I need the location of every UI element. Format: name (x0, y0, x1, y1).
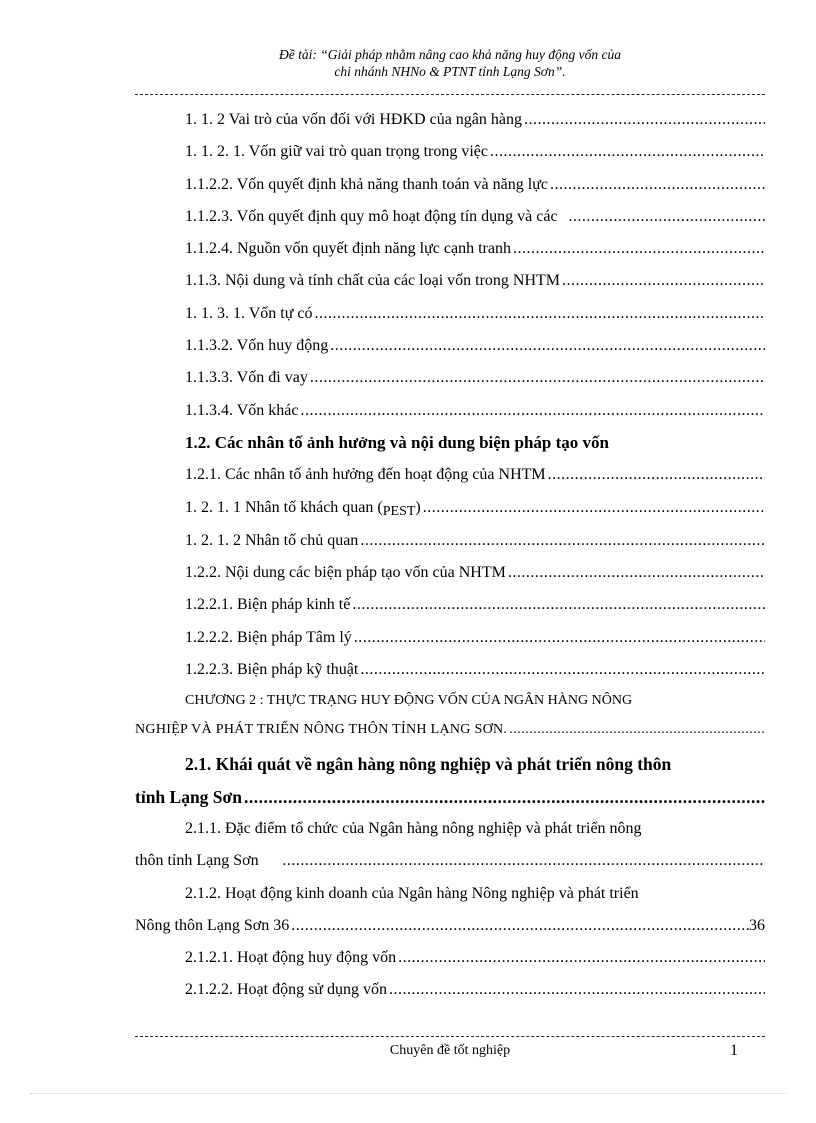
toc-entry-text: 1.1.2.4. Nguồn vốn quyết định năng lực cạnh tranh (185, 240, 511, 258)
header-line-1: Đề tài: “Giải pháp nhằm nâng cao khả năng huy động vốn của (279, 47, 621, 62)
toc-entry-text: 1.2.2.3. Biện pháp kỹ thuật (185, 661, 359, 679)
toc-entry-text: 1.2.1. Các nhân tố ảnh hưởng đến hoạt động của NHTM (185, 466, 546, 484)
toc-entry-text: 1.1.2.3. Vốn quyết định quy mô hoạt động tín dụng và các (185, 207, 558, 225)
toc-entry[interactable] (135, 395, 765, 427)
toc-leader (550, 169, 765, 201)
toc-leader (513, 233, 765, 265)
toc-chapter-2[interactable] (135, 686, 765, 744)
toc-leader (548, 459, 765, 491)
chapter-2-line-1: CHƯƠNG 2 : THỰC TRẠNG HUY ĐỘNG VỐN CỦA NGÂN HÀNG NÔNG (185, 693, 633, 709)
toc-entry-text: 1.2.2.1. Biện pháp kinh tế (185, 596, 351, 614)
page-bottom-border (30, 1093, 786, 1094)
toc-entry-text: 2.1.2.1. Hoạt động huy động vốn (185, 949, 397, 967)
toc-entry-text: 1.1.3. Nội dung và tính chất của các loại vốn trong NHTM (185, 272, 561, 290)
page-header (135, 46, 765, 80)
toc-section-2-1-1[interactable] (135, 813, 765, 878)
toc-entry[interactable] (135, 942, 765, 974)
toc-entry[interactable] (135, 362, 765, 394)
section-2-1-1-line-2: thôn tỉnh Lạng Sơn ..... (135, 845, 765, 877)
section-2-1-line-2: tỉnh Lạng Sơn ..... (135, 781, 765, 813)
page-number: 1 (730, 1042, 738, 1059)
toc-entry[interactable] (135, 654, 765, 686)
pest-label: PEST (382, 503, 416, 519)
toc-leader (300, 395, 765, 427)
toc-leader (310, 362, 765, 394)
table-of-contents (135, 104, 765, 1007)
toc-entry-text: 1. 1. 3. 1. Vốn tự có (185, 304, 313, 322)
toc-leader (398, 942, 765, 974)
toc-section-2-1-2[interactable] (135, 878, 765, 943)
toc-entry[interactable] (135, 557, 765, 589)
toc-entry-text: 1.1.3.4. Vốn khác (185, 401, 299, 419)
footer-rule (135, 1036, 765, 1037)
toc-leader (354, 622, 765, 654)
section-2-1-line-1: 2.1. Khái quát về ngân hàng nông nghiệp và phát triển nông thôn (185, 754, 672, 775)
toc-entry[interactable] (135, 298, 765, 330)
section-2-1-2-line-2: Nông thôn Lạng Sơn 36 ..... 36 (135, 910, 765, 942)
toc-entry[interactable] (135, 265, 765, 297)
toc-entry-text: 1. 2. 1. 1 Nhân tố khách quan (PEST) (185, 498, 421, 519)
header-line-2: chi nhánh NHNo & PTNT tỉnh Lạng Sơn”. (334, 64, 566, 79)
toc-leader (509, 715, 765, 744)
toc-entry-text: 2.1.2.2. Hoạt động sử dụng vốn (185, 981, 387, 999)
toc-entry[interactable] (135, 104, 765, 136)
toc-section-heading[interactable] (135, 427, 765, 459)
toc-entry-text: 1. 1. 2. 1. Vốn giữ vai trò quan trọng trong việc (185, 143, 488, 161)
toc-entry[interactable] (135, 525, 765, 557)
toc-entry[interactable] (135, 974, 765, 1006)
toc-entry-text: 1.2. Các nhân tố ảnh hưởng và nội dung biện pháp tạo vốn (185, 432, 609, 452)
toc-leader (508, 557, 765, 589)
toc-entry[interactable] (135, 330, 765, 362)
header-rule (135, 94, 765, 95)
toc-entry[interactable] (135, 459, 765, 491)
toc-leader (352, 589, 765, 621)
toc-leader (490, 136, 765, 168)
toc-entry[interactable] (135, 492, 765, 525)
toc-entry-text: 1.1.3.3. Vốn đi vay (185, 369, 308, 387)
section-2-1-2-line-1: 2.1.2. Hoạt động kinh doanh của Ngân hàng Nông nghiệp và phát triển (185, 884, 639, 902)
toc-leader (291, 910, 749, 942)
toc-entry-text: 1.1.2.2. Vốn quyết định khả năng thanh toán và năng lực (185, 175, 548, 193)
toc-entry-text: 1. 1. 2 Vai trò của vốn đối với HĐKD của ngân hàng (185, 111, 522, 128)
toc-entry-text: 1.2.2. Nội dung các biện pháp tạo vốn của NHTM (185, 564, 506, 582)
footer-title: Chuyên đề tốt nghiệp (389, 1043, 511, 1058)
toc-leader (330, 330, 765, 362)
toc-entry[interactable] (135, 136, 765, 168)
toc-entry[interactable] (135, 201, 765, 233)
toc-leader (314, 298, 765, 330)
toc-leader (568, 201, 765, 233)
chapter-2-line-2: NGHIỆP VÀ PHÁT TRIỂN NÔNG THÔN TỈNH LẠNG SƠN. ..... (135, 715, 765, 744)
toc-leader (562, 265, 765, 297)
toc-entry[interactable] (135, 622, 765, 654)
toc-section-2-1[interactable] (135, 748, 765, 813)
toc-leader (282, 845, 765, 877)
toc-entry[interactable] (135, 169, 765, 201)
toc-leader (360, 654, 765, 686)
toc-leader (423, 492, 765, 524)
section-2-1-1-line-1: 2.1.1. Đặc điểm tổ chức của Ngân hàng nông nghiệp và phát triển nông (185, 819, 642, 837)
toc-page: 36 (749, 916, 765, 934)
toc-entry[interactable] (135, 589, 765, 621)
toc-entry-text: 1. 2. 1. 2 Nhân tố chủ quan (185, 531, 359, 549)
toc-leader (360, 525, 765, 557)
toc-leader (389, 974, 765, 1006)
toc-entry-text: 1.1.3.2. Vốn huy động (185, 337, 329, 355)
toc-entry-text: 1.2.2.2. Biện pháp Tâm lý (185, 628, 352, 646)
toc-leader (524, 104, 765, 136)
toc-entry[interactable] (135, 233, 765, 265)
toc-leader (244, 781, 765, 813)
